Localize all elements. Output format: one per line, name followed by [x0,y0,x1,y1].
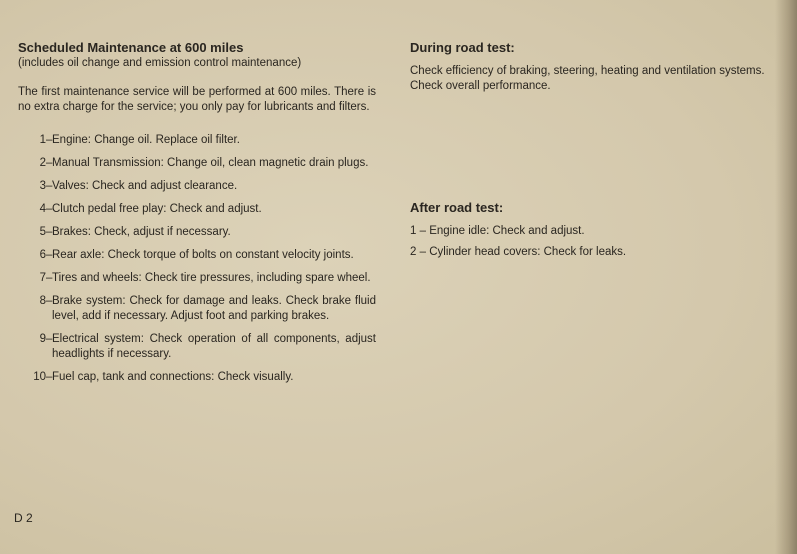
list-item: 2 – Cylinder head covers: Check for leaks. [410,246,627,258]
during-road-test-title: During road test: [410,40,515,55]
road-test-column [410,40,775,266]
section-subtitle: (includes oil change and emission control maintenance) [18,57,302,69]
during-road-test-text: Check efficiency of braking, steering, heating and ventilation systems. Check overall performance. [410,65,765,92]
list-item: 1 – Engine idle: Check and adjust. [410,225,585,237]
list-item: 2– Manual Transmission: Change oil, clean magnetic drain plugs. [39,157,369,169]
after-road-test-section [410,200,775,260]
list-item: 6– Rear axle: Check torque of bolts on constant velocity joints. [39,249,354,261]
list-item: 10– Fuel cap, tank and connections: Check visually. [33,371,294,383]
list-item: 5– Brakes: Check, adjust if necessary. [39,226,231,238]
list-item: 7– Tires and wheels: Check tire pressures, including spare wheel. [39,272,371,284]
after-road-test-title: After road test: [410,200,504,215]
page-number: D 2 [14,511,33,525]
list-item: 3– Valves: Check and adjust clearance. [39,180,238,192]
after-road-test-list [410,224,775,260]
intro-paragraph: The first maintenance service will be performed at 600 miles. There is no extra charge for the service; you only pay for lubricants and filters. [18,86,376,113]
list-item: 4– Clutch pedal free play: Check and adjust. [39,203,262,215]
during-road-test-section [410,40,775,94]
page-edge-shadow [775,0,797,554]
section-title: Scheduled Maintenance at 600 miles [18,40,244,55]
list-item: 1– Engine: Change oil. Replace oil filter. [39,134,240,146]
list-item: 9– Electrical system: Check operation of all components, adjust headlights if necessary. [39,333,376,360]
maintenance-list [18,133,376,385]
maintenance-column [18,40,376,393]
list-item: 8– Brake system: Check for damage and leaks. Check brake fluid level, add if necessary. Adjust foot and parking brakes. [39,295,376,322]
